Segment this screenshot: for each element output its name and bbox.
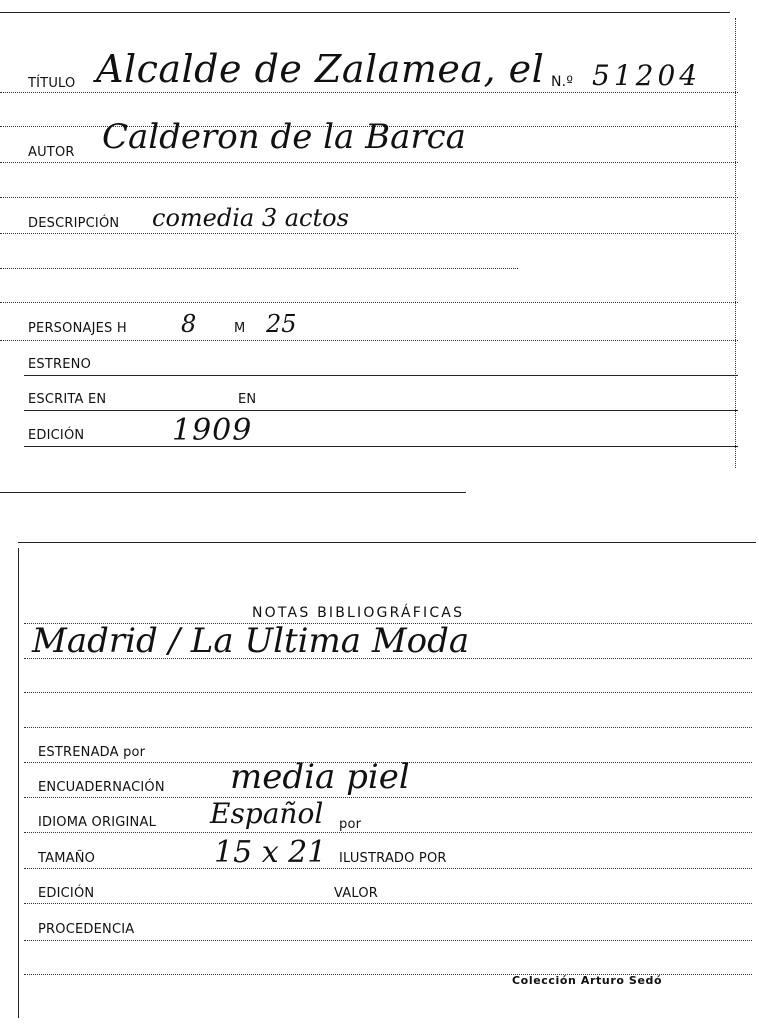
tamano-line	[24, 868, 752, 869]
numero-label: N.º	[551, 74, 574, 90]
autor-line	[0, 162, 738, 163]
encuadernacion-line	[24, 797, 752, 798]
numero-value: 51204	[592, 59, 702, 92]
bottom-edicion-label: EDICIÓN	[38, 886, 95, 901]
descripcion-value: comedia 3 actos	[152, 204, 349, 232]
idioma-line	[24, 832, 752, 833]
top-card-top-edge	[0, 12, 730, 13]
escrita-label: ESCRITA EN	[28, 392, 107, 407]
personajes-label: PERSONAJES H	[28, 321, 127, 336]
titulo-line	[0, 92, 738, 93]
en-label: EN	[238, 392, 257, 407]
edicion-valor-line	[24, 903, 752, 904]
descripcion-label: DESCRIPCIÓN	[28, 216, 120, 231]
estreno-line	[24, 375, 738, 376]
bottom-card-left-edge	[18, 548, 19, 1018]
ilustrado-label: ILUSTRADO POR	[339, 851, 447, 866]
valor-label: VALOR	[334, 886, 378, 901]
coleccion-label: Colección Arturo Sedó	[512, 974, 663, 987]
notas-blank-2	[24, 692, 752, 693]
personajes-line	[0, 340, 738, 341]
procedencia-line	[24, 940, 752, 941]
descripcion-line	[0, 233, 738, 234]
autor-label: AUTOR	[28, 145, 75, 160]
tamano-label: TAMAÑO	[38, 851, 96, 866]
bottom-card-top-edge	[18, 542, 756, 543]
idioma-label: IDIOMA ORIGINAL	[38, 815, 157, 830]
personajes-h-value: 8	[181, 310, 197, 338]
procedencia-label: PROCEDENCIA	[38, 922, 135, 937]
estrenada-label: ESTRENADA por	[38, 745, 146, 760]
autor-value: Calderon de la Barca	[102, 117, 466, 157]
blank-line-3	[0, 268, 518, 269]
edicion-label: EDICIÓN	[28, 428, 85, 443]
titulo-label: TÍTULO	[28, 76, 76, 91]
idioma-por-label: por	[339, 817, 362, 832]
notas-blank-1	[24, 658, 752, 659]
edicion-line	[24, 446, 738, 447]
estreno-label: ESTRENO	[28, 357, 92, 372]
blank-line-4	[0, 302, 738, 303]
idioma-value: Español	[210, 797, 324, 830]
encuadernacion-value: media piel	[230, 757, 410, 797]
personajes-m-value: 25	[266, 310, 297, 338]
personajes-m-label: M	[234, 321, 246, 336]
top-card-bottom-edge	[0, 492, 466, 493]
encuadernacion-label: ENCUADERNACIÓN	[38, 780, 165, 795]
notas-value: Madrid / La Ultima Moda	[32, 621, 470, 661]
tamano-value: 15 x 21	[214, 835, 327, 870]
top-card-right-edge	[735, 18, 736, 468]
blank-line-2	[0, 197, 738, 198]
notas-heading: NOTAS BIBLIOGRÁFICAS	[252, 605, 465, 621]
titulo-value: Alcalde de Zalamea, el	[96, 47, 545, 91]
edicion-value: 1909	[172, 413, 253, 448]
notas-blank-3	[24, 727, 752, 728]
escrita-line	[24, 410, 738, 411]
